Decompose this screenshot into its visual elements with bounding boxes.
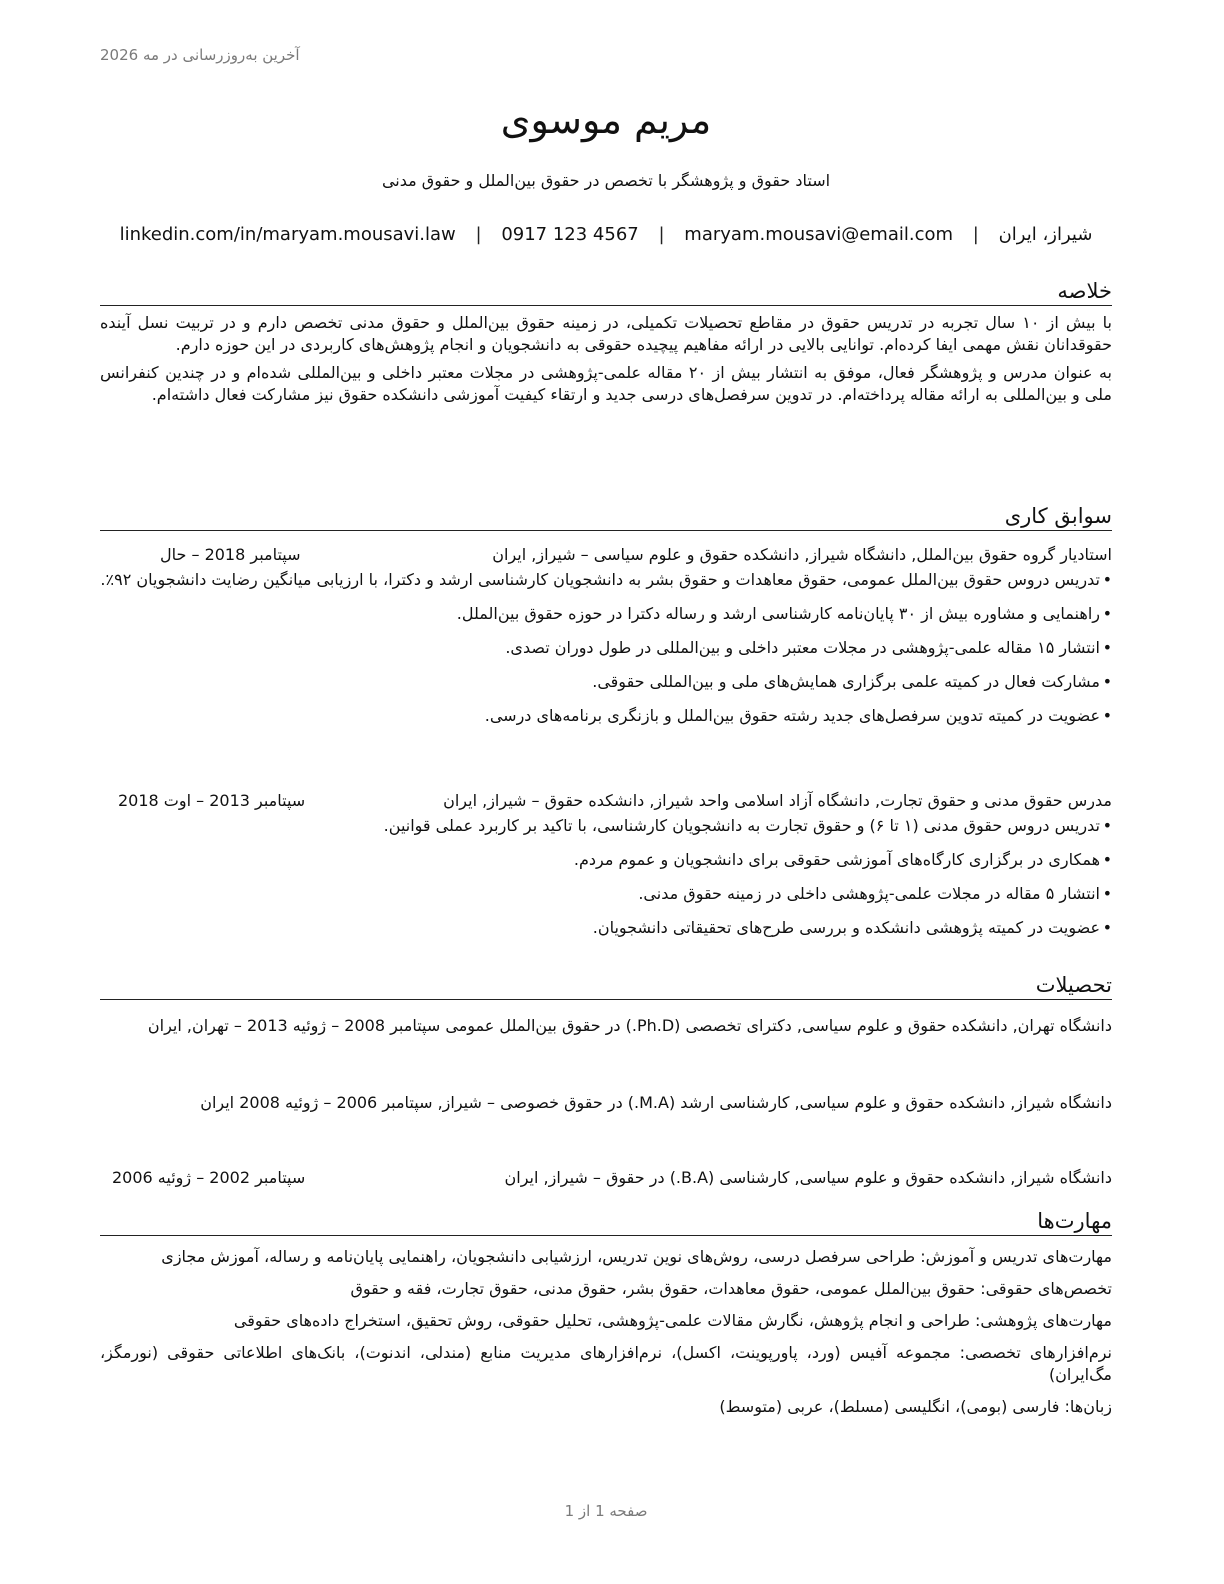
phone-number: 0917 123 4567: [501, 224, 639, 245]
list-item: • عضویت در کمیته تدوین سرفصل‌های جدید رشته حقوق بین‌الملل و بازنگری برنامه‌های درسی.: [100, 705, 1112, 727]
skill-line: مهارت‌های تدریس و آموزش: طراحی سرفصل درسی، روش‌های نوین تدریس، ارزشیابی دانشجویان، راهنمایی پایان‌نامه و رساله، آموزش مجازی: [161, 1247, 1112, 1266]
job-date: سپتامبر 2013 – اوت 2018: [118, 791, 306, 810]
job-title: مدرس حقوق مدنی و حقوق تجارت, دانشگاه آزاد اسلامی واحد شیراز, دانشکده حقوق – شیراز, ایران: [443, 791, 1112, 810]
job-bullets: [100, 569, 1112, 727]
list-item: • عضویت در کمیته پژوهشی دانشکده و بررسی طرح‌های تحقیقاتی دانشجویان.: [100, 917, 1112, 939]
list-item: • راهنمایی و مشاوره بیش از ۳۰ پایان‌نامه کارشناسی ارشد و رساله دکترا در حوزه حقوق بین‌الملل.: [100, 603, 1112, 625]
section-heading: سوابق کاری: [100, 503, 1112, 531]
skill-line: زبان‌ها: فارسی (بومی)، انگلیسی (مسلط)، عربی (متوسط): [719, 1397, 1112, 1416]
skill-line: تخصص‌های حقوقی: حقوق بین‌الملل عمومی، حقوق معاهدات، حقوق بشر، حقوق مدنی، حقوق تجارت، فقه و حقوق: [350, 1279, 1112, 1298]
skill-line: نرم‌افزارهای تخصصی: مجموعه آفیس (ورد، پاورپوینت، اکسل)، نرم‌افزارهای مدیریت منابع (مندلی، اندنوت)، بانک‌های اطلاعاتی حقوقی (نورمگز، مگ‌ایران): [100, 1343, 1112, 1384]
section-heading: مهارت‌ها: [100, 1208, 1112, 1236]
education-section: [100, 972, 1112, 1000]
education-date: سپتامبر 2002 – ژوئیه 2006: [112, 1168, 306, 1187]
skill-line: مهارت‌های پژوهشی: طراحی و انجام پژوهش، نگارش مقالات علمی-پژوهشی، تحلیل حقوقی، روش تحقیق، استخراج داده‌های حقوقی: [233, 1311, 1112, 1330]
person-name: مریم موسوی: [500, 98, 712, 142]
summary-paragraph: با بیش از ۱۰ سال تجربه در تدریس حقوق در مقاطع تحصیلات تکمیلی، در زمینه حقوق بین‌الملل و حقوق مدنی تخصص دارم و در تربیت نسل آینده حقوقدانان نقش مهمی ایفا کرده‌ام. توانایی بالایی در ارائه مفاهیم پیچیده حقوقی به دانشجویان و انجام پژوهش‌های کاربردی در این حوزه دارم.: [100, 313, 1113, 354]
person-title: استاد حقوق و پژوهشگر با تخصص در حقوق بین‌الملل و حقوق مدنی: [381, 171, 831, 190]
list-item: • مشارکت فعال در کمیته علمی برگزاری همایش‌های ملی و بین‌المللی حقوقی.: [100, 671, 1112, 693]
location: شیراز، ایران: [998, 224, 1093, 245]
skills-section: [100, 1208, 1112, 1428]
job-date: سپتامبر 2018 – حال: [160, 545, 301, 564]
job-bullets: [100, 815, 1112, 939]
resume-page: [100, 0, 1112, 1584]
list-item: • تدریس دروس حقوق مدنی (۱ تا ۶) و حقوق تجارت به دانشجویان کارشناسی، با تاکید بر کاربرد عملی قوانین.: [100, 815, 1112, 837]
education-item: دانشگاه شیراز, دانشکده حقوق و علوم سیاسی, کارشناسی ارشد (M.A.) در حقوق خصوصی – شیراز, سپتامبر 2006 – ژوئیه 2008 ایران: [200, 1093, 1112, 1112]
job-entry: [100, 544, 1112, 739]
linkedin-link[interactable]: linkedin.com/in/maryam.mousavi.law: [119, 224, 456, 245]
list-item: • انتشار ۵ مقاله در مجلات علمی-پژوهشی داخلی در زمینه حقوق مدنی.: [100, 883, 1112, 905]
separator: |: [972, 224, 979, 245]
list-item: • انتشار ۱۵ مقاله علمی-پژوهشی در مجلات معتبر داخلی و بین‌المللی در طول دوران تصدی.: [100, 637, 1112, 659]
email-link[interactable]: maryam.mousavi@email.com: [684, 224, 954, 245]
list-item: • تدریس دروس حقوق بین‌الملل عمومی، حقوق معاهدات و حقوق بشر به دانشجویان کارشناسی ارشد و دکترا، با ارزیابی میانگین رضایت دانشجویان ۹۲٪.: [100, 569, 1112, 591]
list-item: • همکاری در برگزاری کارگاه‌های آموزشی حقوقی برای دانشجویان و عموم مردم.: [100, 849, 1112, 871]
job-entry: [100, 790, 1112, 951]
summary-section: [100, 278, 1112, 406]
experience-section: [100, 503, 1112, 531]
page-number: صفحه 1 از 1: [564, 1502, 648, 1520]
separator: |: [475, 224, 482, 245]
education-item: دانشگاه تهران, دانشکده حقوق و علوم سیاسی, دکترای تخصصی (Ph.D.) در حقوق بین‌الملل عمومی سپتامبر 2008 – ژوئیه 2013 – تهران, ایران: [147, 1016, 1112, 1035]
education-item: [112, 1165, 1112, 1191]
contact-line: [100, 224, 1112, 245]
summary-paragraph: به عنوان مدرس و پژوهشگر فعال، موفق به انتشار بیش از ۲۰ مقاله علمی-پژوهشی در مجلات معتبر داخلی و بین‌المللی شده‌ام و در چندین کنفرانس ملی و بین‌المللی به ارائه مقاله پرداخته‌ام. در تدوین سرفصل‌های درسی جدید و ارتقاء کیفیت آموزشی دانشکده حقوق نیز مشارکت فعال داشته‌ام.: [100, 363, 1112, 404]
last-updated: آخرین به‌روزرسانی در مه 2026: [100, 46, 300, 64]
education-text: دانشگاه شیراز, دانشکده حقوق و علوم سیاسی, کارشناسی (B.A.) در حقوق – شیراز, ایران: [504, 1168, 1112, 1187]
section-heading: خلاصه: [100, 278, 1112, 306]
section-heading: تحصیلات: [100, 972, 1112, 1000]
separator: |: [658, 224, 665, 245]
job-title: استادیار گروه حقوق بین‌الملل, دانشگاه شیراز, دانشکده حقوق و علوم سیاسی – شیراز, ایران: [492, 545, 1112, 564]
